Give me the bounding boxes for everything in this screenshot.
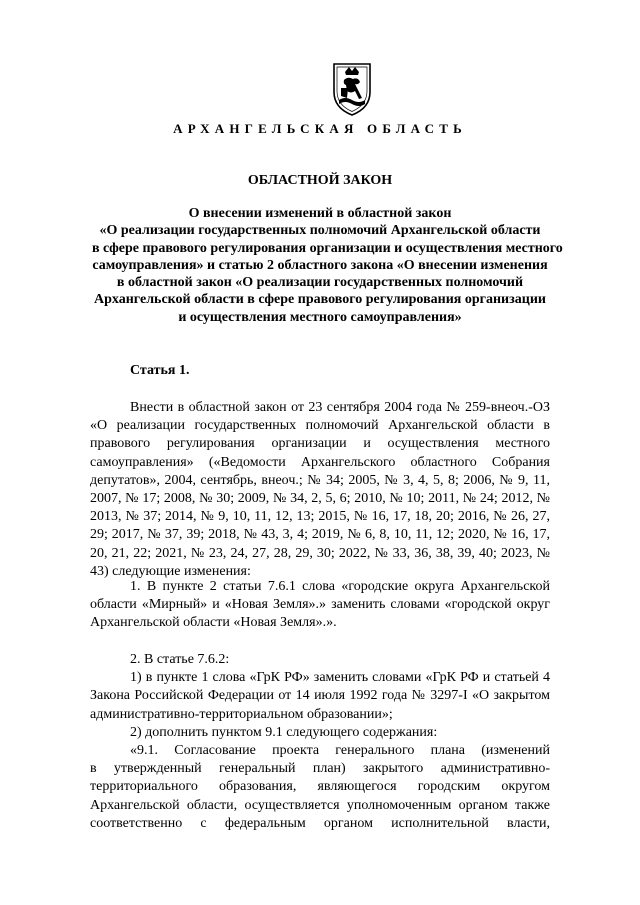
text-line: 29; 2017, № 37, 39; 2018, № 43, 3, 4; 2019, № 6, 8, 10, 11, 12; 2020, № 16, 17,	[90, 527, 550, 543]
law-type-heading: ОБЛАСТНОЙ ЗАКОН	[247, 173, 393, 188]
article-intro-paragraph	[90, 399, 550, 581]
text-line: Архангельской области «Новая Земля».».	[90, 615, 337, 631]
text-line: 1. В пункте 2 статьи 7.6.1 слова «городские округа Архангельской	[130, 579, 550, 594]
text-line: Архангельской области, осуществляется уполномоченным органом также	[90, 797, 550, 813]
region-name: АРХАНГЕЛЬСКАЯ ОБЛАСТЬ	[173, 121, 467, 136]
law-title-line: самоуправления» и статью 2 областного закона «О внесении изменения	[92, 257, 548, 273]
text-line: территориального образования, являющегося городским округом	[90, 779, 550, 795]
text-line: самоуправления» («Ведомости Архангельского областного Собрания	[90, 454, 550, 470]
text-line: Внести в областной закон от 23 сентября 2004 года № 259-внеоч.-ОЗ	[130, 400, 550, 415]
coat-of-arms-icon	[328, 58, 376, 118]
item-2-paragraph	[90, 651, 550, 833]
text-line: «9.1. Согласование проекта генерального плана (изменений	[130, 742, 550, 758]
text-line: 20, 21, 22; 2021, № 23, 24, 27, 28, 29, 30; 2022, № 33, 36, 38, 39, 40; 2023, №	[90, 545, 550, 561]
law-title	[92, 205, 563, 326]
article-heading: Статья 1.	[130, 363, 190, 378]
text-line: в утвержденный генеральный план) закрытого административно-	[90, 761, 550, 777]
text-line: 2013, № 37; 2014, № 9, 10, 11, 12, 13; 2015, № 16, 17, 18, 20; 2016, № 26, 27,	[90, 509, 550, 525]
text-line: 2) дополнить пунктом 9.1 следующего содержания:	[130, 724, 438, 740]
text-line: соответственно с федеральным органом исполнительной власти,	[90, 815, 550, 831]
law-title-line: в областной закон «О реализации государственных полномочий	[116, 275, 524, 291]
text-line: правового регулирования организации и осуществления местного	[90, 436, 550, 452]
text-line: «О реализации государственных полномочий Архангельской области в	[90, 418, 550, 434]
text-line: области «Мирный» и «Новая Земля».» заменить словами «городской округ	[90, 597, 550, 613]
item-1-paragraph	[90, 578, 550, 633]
law-title-line: О внесении изменений в областной закон	[188, 206, 452, 221]
text-line: депутатов», 2004, сентябрь, внеоч.; № 34; 2005, № 3, 4, 5, 8; 2006, № 9, 11,	[90, 472, 550, 488]
text-line: 2. В статье 7.6.2:	[130, 652, 230, 667]
text-line: 2007, № 17; 2008, № 30; 2009, № 34, 2, 5, 6; 2010, № 10; 2011, № 24; 2012, №	[90, 490, 550, 506]
law-title-line: Архангельской области в сфере правового регулирования организации	[94, 292, 546, 308]
text-line: 1) в пункте 1 слова «ГрК РФ» заменить словами «ГрК РФ и статьей 4	[130, 670, 550, 686]
text-line: Закона Российской Федерации от 14 июля 1992 года № 3297-I «О закрытом	[90, 688, 550, 704]
text-line: 43) следующие изменения:	[90, 563, 251, 579]
law-title-line: в сфере правового регулирования организации и осуществления местного	[92, 240, 563, 256]
text-line: административно-территориальном образовании»;	[90, 706, 393, 722]
law-title-line: «О реализации государственных полномочий Архангельской области	[99, 223, 541, 239]
law-title-line: и осуществления местного самоуправления»	[178, 309, 462, 325]
